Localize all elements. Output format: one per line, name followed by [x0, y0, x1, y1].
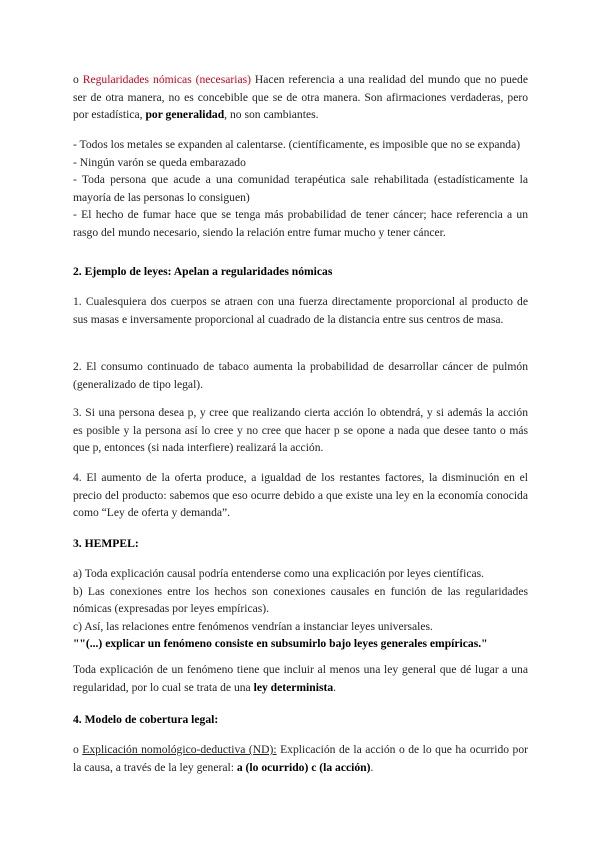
list-item: b) Las conexiones entre los hechos son conexiones causales en función de las regularidades nómicas (expresadas por leyes empíricas). [73, 584, 528, 616]
list-item: - Toda persona que acude a una comunidad terapéutica sale rehabilitada (estadísticamente la mayoría de las personas lo consiguen) [73, 173, 528, 204]
nomic-regularities-paragraph: o Regularidades nómicas (necesarias) Hacen referencia a una realidad del mundo que no puede ser de otra manera, no es concebible que se de otra manera. Son afirmaciones verdaderas, pero por estadística, por generalidad, no son cambiantes. [73, 73, 528, 122]
section-3-heading: 3. HEMPEL: [73, 537, 139, 550]
law-example-3: 3. Si una persona desea p, y cree que realizando cierta acción lo obtendrá, y si además la acción es posible y la persona así lo cree y no cree que hacer p se opone a nada que desee tanto o más que p, entonces (si nada interfiere) realizará la acción. [73, 406, 528, 455]
nd-formula: a (lo ocurrido) c (la acción) [236, 760, 371, 774]
law-example-4: 4. El aumento de la oferta produce, a igualdad de los restantes factores, la disminución en el precio del producto: sabemos que eso ocurre debido a que existe una ley en la economía conocida como “Ley de oferta y demanda”. [73, 471, 528, 520]
hempel-quote: ""(...) explicar un fenómeno consiste en subsumirlo bajo leyes generales empíricas." [73, 637, 488, 651]
list-item: a) Toda explicación causal podría entenderse como una explicación por leyes científicas. [73, 567, 485, 580]
hempel-list [73, 565, 528, 653]
list-item: - Ningún varón se queda embarazado [73, 155, 246, 169]
law-example-2: 2. El consumo continuado de tabaco aumenta la probabilidad de desarrollar cáncer de pulmón (generalizado de tipo legal). [73, 360, 528, 391]
generality-emphasis: por generalidad [145, 108, 225, 122]
bullet-marker: o [73, 73, 79, 86]
list-item: - El hecho de fumar hace que se tenga más probabilidad de tener cáncer; hace referencia a un rasgo del mundo necesario, siendo la relación entre fumar mucho y tener cáncer. [73, 208, 528, 239]
nd-explanation-term: Explicación nomológico-deductiva (ND): [82, 743, 277, 756]
section-4-heading: 4. Modelo de cobertura legal: [73, 713, 219, 726]
law-example-1: 1. Cualesquiera dos cuerpos se atraen con una fuerza directamente proporcional al producto de sus masas e inversamente proporcional al cuadrado de la distancia entre sus centros de masa. [73, 295, 528, 326]
nomic-regularities-term: Regularidades nómicas (necesarias) [82, 73, 251, 86]
deterministic-law-paragraph: Toda explicación de un fenómeno tiene que incluir al menos una ley general que dé lugar a una regularidad, por lo cual se trata de una ley determinista. [73, 663, 528, 694]
list-item: - Todos los metales se expanden al calentarse. (científicamente, es imposible que no se expanda) [73, 138, 521, 151]
examples-list [73, 136, 528, 242]
section-2-heading: 2. Ejemplo de leyes: Apelan a regularidades nómicas [73, 265, 333, 278]
deterministic-law-emphasis: ley determinista [253, 680, 334, 694]
list-item: c) Así, las relaciones entre fenómenos vendrían a instanciar leyes universales. [73, 619, 433, 633]
nd-explanation-paragraph: o Explicación nomológico-deductiva (ND): Explicación de la acción o de lo que ha ocurrido por la causa, a través de la ley general: a (lo ocurrido) c (la acción). [73, 743, 528, 774]
bullet-marker: o [73, 743, 79, 756]
